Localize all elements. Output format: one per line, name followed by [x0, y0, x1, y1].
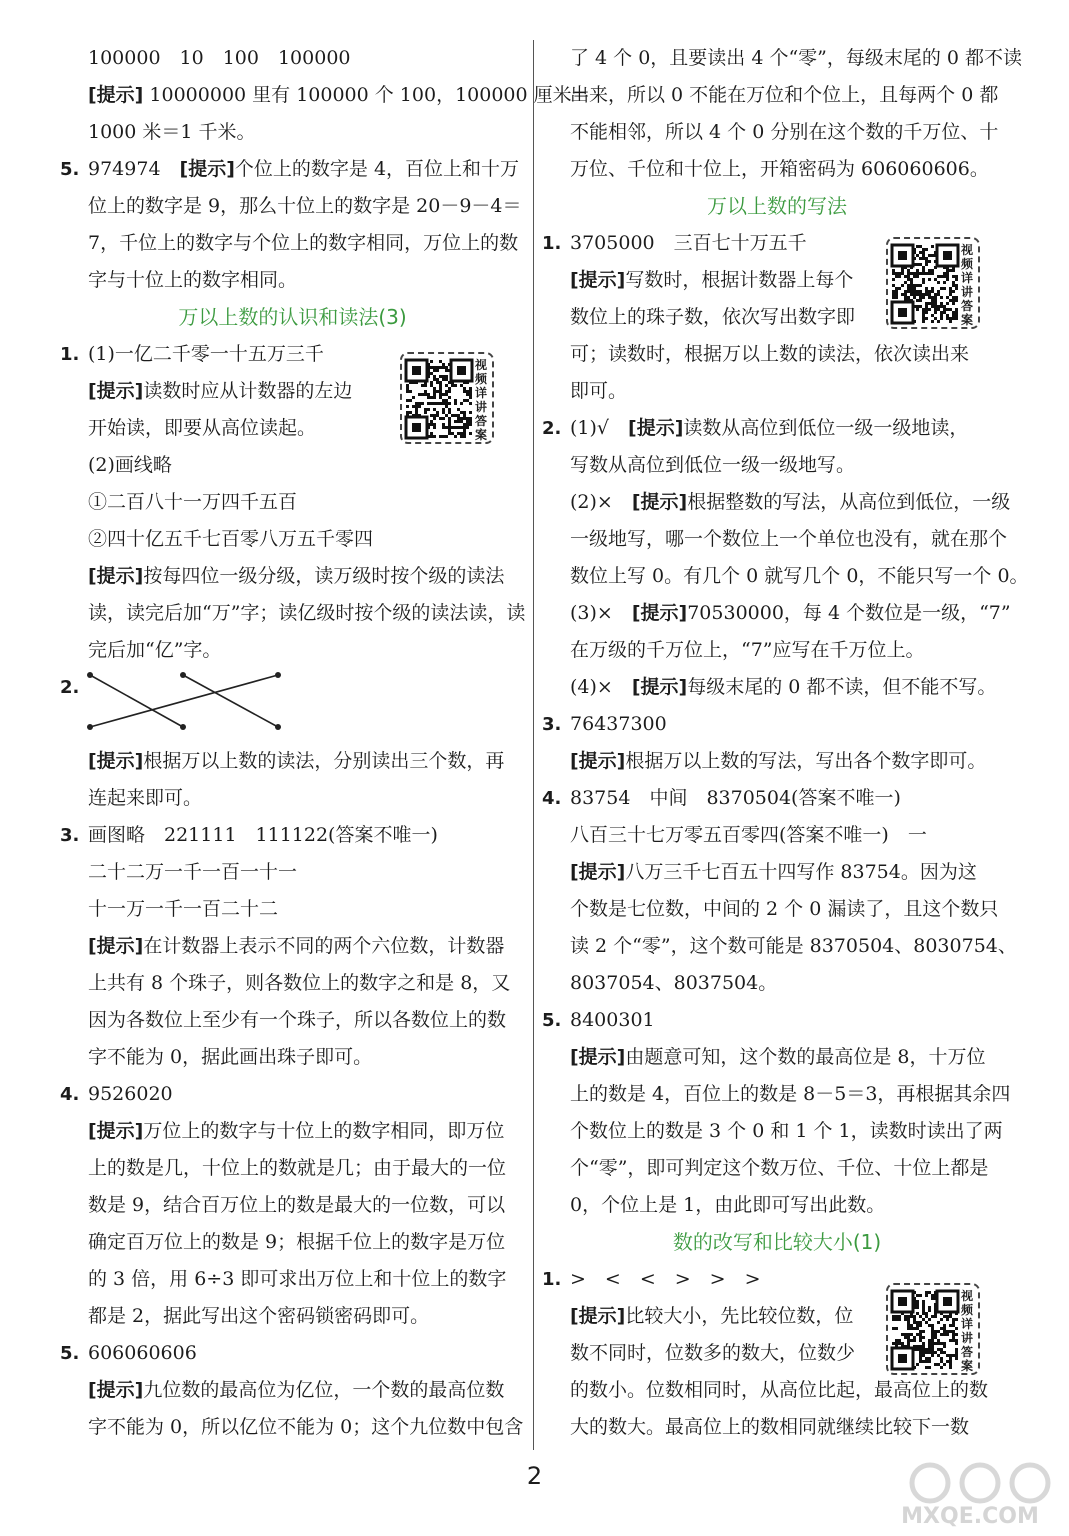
text-line: [提示]万位上的数字与十位上的数字相同，即万位: [88, 1120, 505, 1142]
text-line: 的数小。位数相同时，从高位比起，最高位上的数: [570, 1379, 989, 1401]
text-line: 开始读，即要从高位读起。: [88, 417, 317, 439]
text-line: 的 3 倍，用 6÷3 即可求出万位上和十位上的数字: [88, 1268, 507, 1290]
text-line: (4)× [提示]每级末尾的 0 都不读，但不能不写。: [570, 676, 997, 698]
hint-label: [提示]: [631, 491, 688, 513]
answer-item: [542, 780, 1012, 817]
text-line: 大的数大。最高位上的数相同就继续比较下一数: [570, 1416, 970, 1438]
text-line: 在万级的千万位上，“7”应写在千万位上。: [570, 639, 925, 661]
text-line: [提示]根据万以上数的读法，分别读出三个数，再: [88, 750, 505, 772]
qr-code-icon[interactable]: [886, 1283, 980, 1375]
left-column: [60, 40, 591, 1446]
text-line: 读，读完后加“万”字；读亿级时按个级的读法读，读: [88, 602, 526, 624]
answer-item: [60, 1335, 525, 1372]
text-line: 即可。: [570, 380, 628, 402]
qr-label: 视频详讲答案: [960, 1289, 973, 1373]
column-divider: [533, 40, 534, 1450]
qr-pattern-icon: [892, 245, 958, 323]
answer-item: [60, 1076, 525, 1113]
text-line: 八百三十七万零五百零四(答案不唯一) 一: [570, 824, 927, 846]
item-number: 5.: [60, 1343, 80, 1364]
qr-code-icon[interactable]: [400, 352, 494, 444]
hint-label: [提示]: [570, 269, 626, 291]
hint-label: [提示]: [88, 1379, 144, 1401]
text-line: [提示] 10000000 里有 100000 个 100，100000 厘米＝: [88, 84, 591, 106]
text-line: 因为各数位上至少有一个珠子，所以各数位上的数: [88, 1009, 507, 1031]
hint-label: [提示]: [570, 1305, 626, 1327]
item-text: 83754 中间 8370504(答案不唯一): [570, 787, 901, 809]
item-number: 2.: [60, 677, 80, 698]
hint-label: [提示]: [88, 1120, 144, 1142]
item-number: 5.: [60, 159, 80, 180]
answer-item: [60, 817, 525, 854]
item-text: (1)√ [提示]读数从高位到低位一级一级地读，: [570, 417, 969, 439]
hint-label: [提示]: [88, 84, 144, 106]
item-number: 3.: [542, 714, 562, 735]
text-line: [提示]八万三千七百五十四写作 83754。因为这: [570, 861, 977, 883]
item-number: 1.: [542, 1269, 562, 1290]
hint-label: [提示]: [179, 158, 235, 180]
text-line: [提示]写数时，根据计数器上每个: [570, 269, 854, 291]
hint-label: [提示]: [570, 861, 626, 883]
item-number: 5.: [542, 1010, 562, 1031]
section-heading: 数的改写和比较大小(1): [672, 1230, 882, 1254]
hint-label: [提示]: [88, 750, 144, 772]
text-line: 上的数是 4，百位上的数是 8－5＝3，再根据其余四: [570, 1083, 1011, 1105]
qr-label: 视频详讲答案: [960, 243, 973, 327]
matching-dot: [87, 724, 93, 730]
text-line: [提示]九位数的最高位为亿位，一个数的最高位数: [88, 1379, 505, 1401]
text-line: 不能相邻，所以 4 个 0 分别在这个数的千万位、十: [570, 121, 999, 143]
text-line: 上共有 8 个珠子，则各数位上的数字之和是 8，又: [88, 972, 511, 994]
text-line: 完后加“亿”字。: [88, 639, 222, 661]
answer-item: [542, 706, 1012, 743]
text-line: 0，个位上是 1，由此即可写出此数。: [570, 1194, 886, 1216]
hint-label: [提示]: [88, 565, 144, 587]
watermark-text: MXQE.COM: [901, 1504, 1039, 1529]
matching-line: [183, 675, 278, 727]
hint-label: [提示]: [88, 935, 144, 957]
section-heading: 万以上数的认识和读法(3): [178, 305, 407, 329]
text-line: 二十二万一千一百一十一: [88, 861, 298, 883]
matching-dot: [180, 724, 186, 730]
item-number: 4.: [60, 1084, 80, 1105]
text-line: 位上的数字是 9，那么十位上的数字是 20－9－4＝: [88, 195, 522, 217]
text-line: ①二百八十一万四千五百: [88, 491, 298, 513]
matching-dot: [87, 672, 93, 678]
text-line: 上的数是几，十位上的数就是几；由于最大的一位: [88, 1157, 507, 1179]
text-line: 十一万一千一百二十二: [88, 898, 279, 920]
text-line: 个数是七位数，中间的 2 个 0 漏读了，且这个数只: [570, 898, 999, 920]
item-number: 1.: [60, 344, 80, 365]
text-line: [提示]读数时应从计数器的左边: [88, 380, 353, 402]
text-line: 可；读数时，根据万以上数的读法，依次读出来: [570, 343, 970, 365]
text-line: 字与十位上的数字相同。: [88, 269, 298, 291]
text-line: (2)画线略: [88, 454, 172, 476]
item-text: 3705000 三百七十万五千: [570, 232, 807, 254]
text-line: 数不同时，位数多的数大，位数少: [570, 1342, 856, 1364]
item-text: 974974 [提示]个位上的数字是 4，百位上和十万: [88, 158, 520, 180]
qr-label: 视频详讲答案: [474, 358, 487, 442]
qr-pattern-icon: [406, 360, 472, 438]
text-line: [提示]比较大小，先比较位数，位: [570, 1305, 854, 1327]
text-line: 了 4 个 0，且要读出 4 个“零”，每级末尾的 0 都不读: [570, 47, 1023, 69]
matching-dot: [275, 672, 281, 678]
text-line: 连起来即可。: [88, 787, 203, 809]
answer-item: [60, 151, 525, 188]
text-line: 数位上写 0。有几个 0 就写几个 0，不能只写一个 0。: [570, 565, 1029, 587]
text-line: 读 2 个“零”，这个数可能是 8370504、8030754、: [570, 935, 1017, 957]
text-line: 个“零”，即可判定这个数万位、千位、十位上都是: [570, 1157, 989, 1179]
text-line: [提示]由题意可知，这个数的最高位是 8，十万位: [570, 1046, 986, 1068]
text-line: [提示]根据万以上数的写法，写出各个数字即可。: [570, 750, 987, 772]
item-number: 3.: [60, 825, 80, 846]
text-line: 个数位上的数是 3 个 0 和 1 个 1，读数时读出了两: [570, 1120, 1003, 1142]
text-line: 100000 10 100 100000: [88, 47, 351, 69]
answer-item: [542, 1002, 1012, 1039]
text-line: 确定百万位上的数是 9；根据千位上的数字是万位: [88, 1231, 506, 1253]
hint-label: [提示]: [628, 417, 684, 439]
text-line: 数是 9，结合百万位上的数是最大的一位数，可以: [88, 1194, 506, 1216]
text-line: (2)× [提示]根据整数的写法，从高位到低位，一级: [570, 491, 1011, 513]
hint-label: [提示]: [631, 602, 688, 624]
text-line: ②四十亿五千七百零八万五千零四: [88, 528, 374, 550]
item-text: 606060606: [88, 1342, 197, 1364]
hint-label: [提示]: [570, 1046, 626, 1068]
item-number: 4.: [542, 788, 562, 809]
hint-label: [提示]: [88, 380, 144, 402]
watermark-logo-icon: [880, 1455, 1060, 1530]
text-line: 字不能为 0，所以亿位不能为 0；这个九位数中包含: [88, 1416, 524, 1438]
item-text: 76437300: [570, 713, 667, 735]
text-line: 出来，所以 0 不能在万位和个位上，且每两个 0 都: [570, 84, 999, 106]
text-line: [提示]在计数器上表示不同的两个六位数，计数器: [88, 935, 505, 957]
item-text: > < < > > >: [570, 1268, 761, 1290]
hint-label: [提示]: [631, 676, 688, 698]
text-line: 字不能为 0，据此画出珠子即可。: [88, 1046, 373, 1068]
text-line: 数位上的珠子数，依次写出数字即: [570, 306, 856, 328]
matching-lines-diagram: [88, 669, 298, 735]
matching-line: [90, 675, 278, 727]
matching-dot: [180, 672, 186, 678]
text-line: 1000 米＝1 千米。: [88, 121, 256, 143]
page-number: 2: [526, 1462, 543, 1490]
text-line: 8037054、8037504。: [570, 972, 778, 994]
item-text: (1)一亿二千零一十五万三千: [88, 343, 324, 365]
item-number: 1.: [542, 233, 562, 254]
answer-item: [542, 410, 1012, 447]
matching-dot: [275, 724, 281, 730]
text-line: 都是 2，据此写出这个密码锁密码即可。: [88, 1305, 430, 1327]
qr-code-icon[interactable]: [886, 237, 980, 329]
text-line: 万位、千位和十位上，开箱密码为 606060606。: [570, 158, 989, 180]
text-line: 一级地写，哪一个数位上一个单位也没有，就在那个: [570, 528, 1008, 550]
item-text: 画图略 221111 111122(答案不唯一): [88, 824, 438, 846]
qr-pattern-icon: [892, 1291, 958, 1369]
section-heading: 万以上数的写法: [707, 194, 847, 218]
text-line: 写数从高位到低位一级一级地写。: [570, 454, 856, 476]
text-line: (3)× [提示]70530000，每 4 个数位是一级，“7”: [570, 602, 1011, 624]
answer-item: [60, 669, 525, 743]
item-number: 2.: [542, 418, 562, 439]
item-text: 8400301: [570, 1009, 655, 1031]
matching-line: [90, 675, 183, 727]
text-line: [提示]按每四位一级分级，读万级时按个级的读法: [88, 565, 505, 587]
item-text: 9526020: [88, 1083, 173, 1105]
text-line: 7，千位上的数字与个位上的数字相同，万位上的数: [88, 232, 519, 254]
hint-label: [提示]: [570, 750, 626, 772]
